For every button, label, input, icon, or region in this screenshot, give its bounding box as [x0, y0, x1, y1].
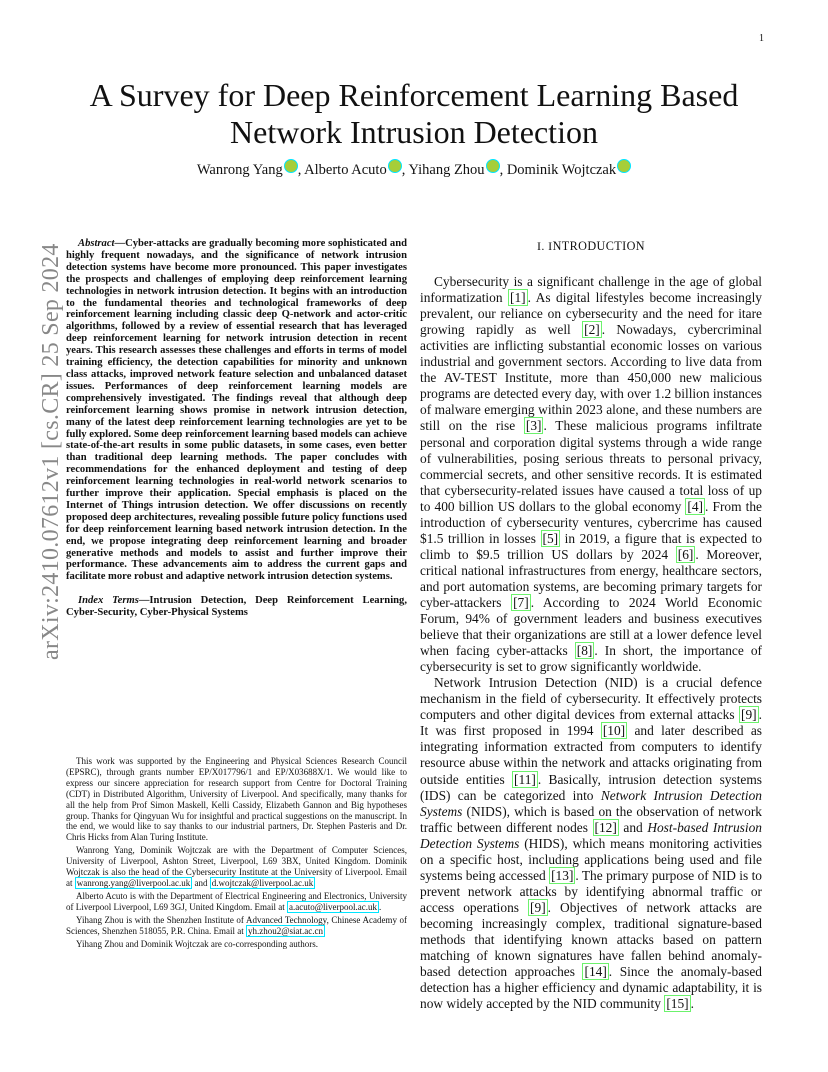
orcid-icon[interactable] — [617, 159, 631, 173]
body-text: . Moreover, critical national infrastructures from energy, healthcare sectors, and port automation systems, are becoming primary targets for cyber-attackers — [420, 546, 763, 610]
citation-link[interactable]: [9] — [741, 707, 757, 723]
citation-link[interactable]: [10] — [602, 723, 626, 739]
body-text: . Objectives of network attacks are becoming increasingly complex, traditional signature-based methods that identifying known attacks based on pattern matching of known signatures have fallen behind anomaly-based detection approaches — [420, 899, 763, 980]
body-text: . Nowadays, cybercriminal activities are inflicting substantial economic losses on various industrial and government sectors. According to live data from the AV-TEST Institute, more than 450,000 new malicious programs are detected every day, with over 1.2 billion instances of malware emerging within 2023 alone, and these numbers are still on the rise — [420, 322, 762, 434]
body-text: and later described as integrating information extracted from computers to identify resource abuse within the network and attacks originating from outside entities — [420, 723, 762, 787]
abstract — [66, 238, 407, 583]
author-separator: , — [297, 162, 305, 178]
affiliation-text: Yihang Zhou is with the Shenzhen Institute of Advanced Technology, Chinese Academy of Sciences, Shenzhen 518055, P.R. China. Email at — [66, 914, 407, 936]
index-terms-label: Index Terms — [78, 595, 139, 607]
author — [197, 162, 304, 178]
author-name: Dominik Wojtczak — [506, 162, 617, 178]
corresponding-footnote: Yihang Zhou and Dominik Wojtczak are co-corresponding authors. — [76, 938, 319, 949]
body-text: and — [618, 819, 648, 835]
section-name: NTRODUCTION — [552, 239, 645, 253]
body-text: . It was first proposed in 1994 — [420, 707, 762, 739]
affiliation-footnote-3 — [66, 915, 407, 937]
section-number: I. I — [536, 239, 553, 253]
author-list — [0, 159, 828, 179]
orcid-icon[interactable] — [388, 159, 402, 173]
funding-footnote: This work was supported by the Engineering and Physical Sciences Research Council (EPSRC), through grants number EP/X017796/1 and EP/X03688X/1. We would like to express our sincere appreciation for research support from Centre for Doctoral Training (CDT) in Distributed Algorithm, University of Liverpool. And specifically, many thanks for all the help from Prof Simon Maskell, Kelli Cassidy, Elizabeth Gannon and Big hypotheses group. Thanks for Qingyuan Wu for insightful and practical suggestions on the manuscript. In the end, we would like to say thanks to our industrial partners, Dr. Stephen Pasteris and Dr. Chris Hicks from Alan Turing Institute. — [66, 756, 407, 843]
citation-link[interactable]: [14] — [584, 964, 607, 980]
body-paragraph — [420, 274, 762, 675]
footnotes — [66, 756, 407, 951]
orcid-icon[interactable] — [486, 159, 500, 173]
affiliation-footnote-2 — [66, 891, 407, 913]
body-text: . Basically, intrusion detection systems (IDS) can be categorized into — [420, 771, 762, 803]
email-link[interactable]: wanrong.yang@liverpool.ac.uk — [76, 877, 191, 888]
body-text: . The primary purpose of NID is to prevent network attacks by identifying abnormal traffic or access operations — [420, 867, 762, 915]
body-text: . Since the anomaly-based detection has a higher efficiency and dynamic adaptability, it is now widely accepted by the NID community — [420, 964, 762, 1012]
left-column — [66, 238, 407, 630]
affiliation-footnote-1 — [66, 845, 407, 889]
paper-title — [0, 77, 828, 151]
email-link[interactable]: yh.zhou2@siat.ac.cn — [247, 925, 323, 936]
author-name: Wanrong Yang — [196, 162, 283, 178]
citation-link[interactable]: [8] — [576, 643, 593, 659]
citation-link[interactable]: [4] — [687, 498, 704, 514]
author-name: Alberto Acuto — [304, 162, 387, 178]
author-name: Yihang Zhou — [408, 162, 485, 178]
body-paragraph — [420, 675, 762, 1012]
citation-link[interactable]: [2] — [584, 322, 600, 338]
citation-link[interactable]: [3] — [525, 418, 542, 434]
author-separator: , — [499, 162, 507, 178]
citation-link[interactable]: [12] — [594, 819, 617, 835]
body-text: Network Intrusion Detection (NID) is a crucial defence mechanism in the field of cybersecurity. It effectively protects computers and other digital devices from external attacks — [420, 675, 762, 723]
body-text: . These malicious programs infiltrate personal and corporation digital systems through a wide range of vulnerabilities, posing serious threats to personal privacy, commercial secrets, and other sensitive records. It is estimated that cybersecurity-related issues have caused a total loss of up to 400 billion US dollars to the global economy — [420, 418, 762, 514]
citation-link[interactable]: [11] — [514, 771, 536, 787]
index-terms-text: —Intrusion Detection, Deep Reinforcement Learning, Cyber-Security, Cyber-Physical Systems — [66, 595, 407, 619]
author — [507, 162, 631, 178]
abstract-text: —Cyber-attacks are gradually becoming more sophisticated and highly frequent nowadays, and the significance of network intrusion detection systems have become more pronounced. This paper investigates the prospects and challenges of employing deep reinforcement learning technologies in network intrusion detection. It begins with an introduction to the fundamental theories and technological frameworks of deep reinforcement learning including classic deep Q-network and actor-critic algorithms, followed by a review of essential research that has leveraged deep reinforcement learning for network intrusion detection in recent years. This research assesses these challenges and efforts in terms of model training efficiency, the detection capabilities for minority and unknown class attacks, improved network feature selection and unbalanced dataset issues. Performances of deep reinforcement learning models are comprehensively investigated. The findings reveal that although deep reinforcement learning shows promise in network intrusion detection, many of the latest deep reinforcement learning technologies are yet to be fully explored. Some deep reinforcement learning based models can achieve state-of-the-art results in some public datasets, in some cases, even better than traditional deep learning methods. The paper concludes with recommendations for the enhanced deployment and testing of deep reinforcement learning technologies in real-world network scenarios to further improve their application. Special emphasis is placed on the Internet of Things intrusion detection. We offer discussions on recently proposed deep architectures, revealing possible future policy functions used for deep reinforcement learning based network intrusion detection. In the end, we propose integrating deep reinforcement learning and broader generative methods and models to assist and further improve their performance. These advancements aim to address the current gaps and facilitate more robust and adaptive network intrusion detection systems. — [66, 238, 407, 583]
arxiv-stamp: arXiv:2410.07612v1 [cs.CR] 25 Sep 2024 — [38, 243, 64, 660]
title-line-1: A Survey for Deep Reinforcement Learning Based — [89, 77, 739, 113]
index-terms — [66, 595, 407, 619]
citation-link[interactable]: [9] — [530, 899, 546, 915]
body-text: . — [690, 996, 694, 1012]
italic-term: Host-based Intrusion Detection Systems — [420, 819, 762, 851]
citation-link[interactable]: [5] — [542, 530, 559, 546]
page-number: 1 — [759, 33, 764, 44]
citation-link[interactable]: [1] — [510, 290, 526, 306]
body-text: . As digital lifestyles become increasingly prevalent, our reliance on cybersecurity and the need for itare growing rapidly as well — [420, 290, 762, 338]
orcid-icon[interactable] — [284, 159, 298, 173]
period-text: . — [378, 901, 382, 912]
italic-term: Network Intrusion Detection Systems — [420, 787, 762, 819]
abstract-label: Abstract — [78, 238, 115, 249]
body-text: Cybersecurity is a significant challenge in the age of global informatization — [420, 274, 762, 306]
citation-link[interactable]: [7] — [513, 594, 529, 610]
conjunction-text: and — [192, 877, 210, 888]
body-text: . In short, the importance of cybersecurity is set to grow significantly worldwide. — [420, 643, 762, 675]
body-text: . From the introduction of cybersecurity ventures, cybercrime has caused $1.5 trillion in losses — [420, 498, 762, 546]
citation-link[interactable]: [13] — [551, 867, 574, 883]
author — [408, 162, 506, 178]
body-text: . According to 2024 World Economic Forum, 94% of government leaders and business executives believe that their organizations are still at a lower defence level when facing cyber-attacks — [420, 594, 763, 659]
author-separator: , — [401, 162, 409, 178]
body-text: in 2019, a figure that is expected to climb to $9.5 trillion US dollars by 2024 — [420, 530, 762, 562]
affiliation-text: Alberto Acuto is with the Department of Electrical Engineering and Electronics, University of Liverpool Liverpool, L69 3GJ, United Kingdom. Email at — [66, 890, 407, 912]
affiliation-text: Wanrong Yang, Dominik Wojtczak are with the Department of Computer Sciences, University of Liverpool, Ashton Street, Liverpool, L69 3BX, United Kingdom. Dominik Wojtczak is also the head of the Cybersecurity Institute at the University of Liverpool. Email at — [66, 845, 407, 888]
author — [304, 162, 408, 178]
title-line-2: Network Intrusion Detection — [230, 114, 598, 150]
right-column — [420, 238, 762, 1012]
body-text: (NIDS), which is based on the observation of network traffic between different nodes — [420, 803, 762, 835]
email-link[interactable]: a.acuto@liverpool.ac.uk — [288, 901, 377, 912]
body-text: (HIDS), which means monitoring activities on a specific host, including applications being used and file systems being accessed — [420, 835, 762, 883]
section-heading — [420, 238, 762, 254]
email-link[interactable]: d.wojtczak@liverpool.ac.uk — [211, 877, 314, 888]
citation-link[interactable]: [6] — [677, 546, 694, 562]
citation-link[interactable]: [15] — [666, 996, 689, 1012]
